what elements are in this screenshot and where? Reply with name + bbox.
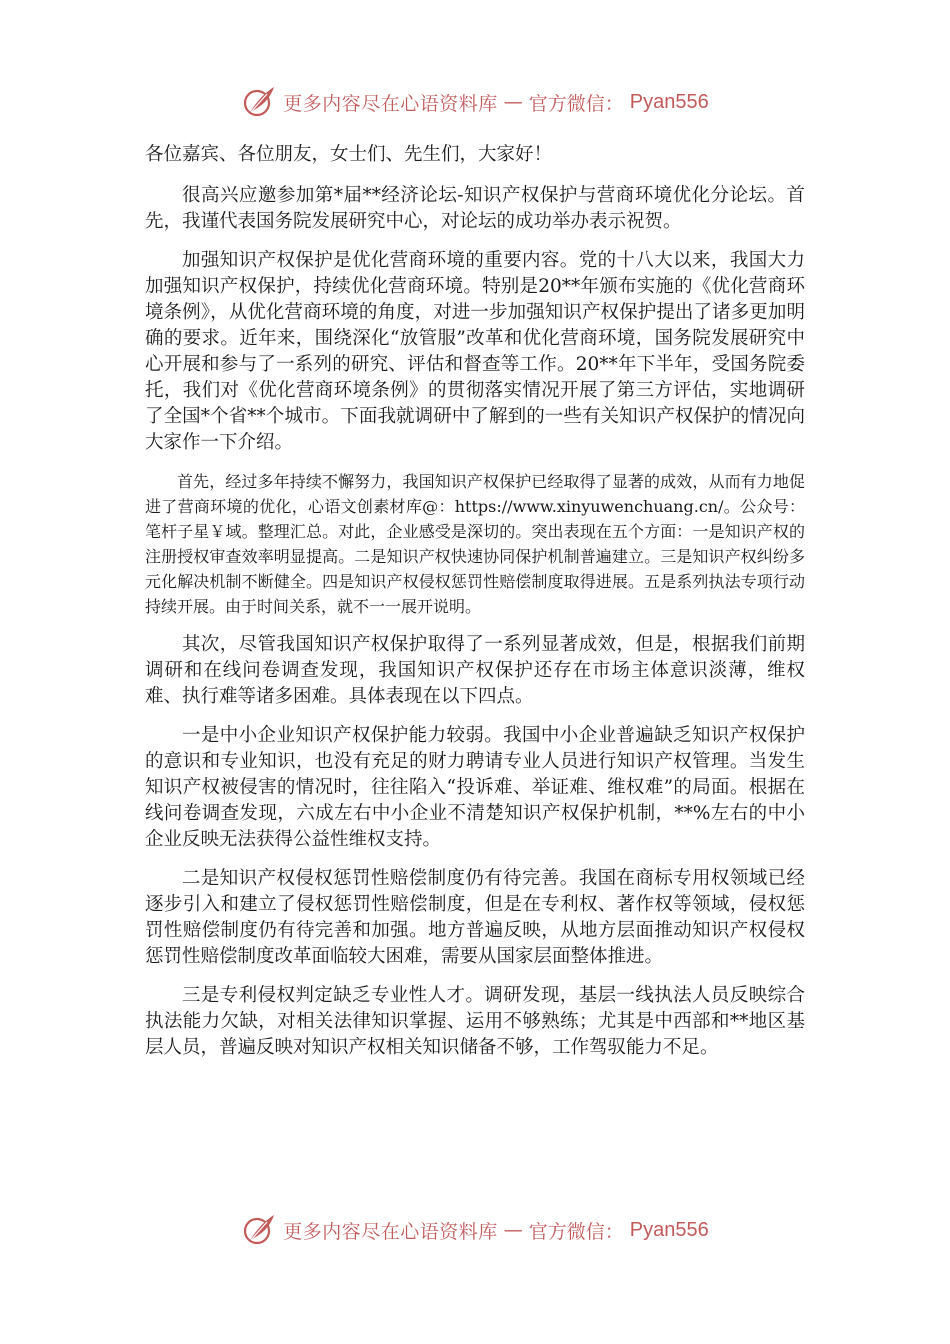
paragraph-point-three: 三是专利侵权判定缺乏专业性人才。调研发现，基层一线执法人员反映综合执法能力欠缺，对相关法律知识掌握、运用不够熟练；尤其是中西部和**地区基层人员，普遍反映对知识产权相关知识储备不够，工作驾驭能力不足。 [145, 985, 805, 1058]
greeting: 各位嘉宾、各位朋友，女士们、先生们，大家好！ [145, 144, 553, 165]
paragraph-achievements: 首先，经过多年持续不懈努力，我国知识产权保护已经取得了显著的成效，从而有力地促进了营商环境的优化，心语文创素材库@：https://www.xinyuwenchuang.cn/。公众号：笔杆子星￥域。整理汇总。对此，企业感受是深切的。突出表现在五个方面：一是知识产权的注册授权审查效率明显提高。二是知识产权快速协同保护机制普遍建立。三是知识产权纠纷多元化解决机制不断健全。四是知识产权侵权惩罚性赔偿制度取得进展。五是系列执法专项行动持续开展。由于时间关系，就不一一展开说明。 [145, 472, 805, 616]
banner-wechat-id: Pyan556 [629, 1218, 709, 1241]
banner-separator: — [503, 91, 523, 113]
paragraph-point-one: 一是中小企业知识产权保护能力较弱。我国中小企业普遍缺乏知识产权保护的意识和专业知识，也没有充足的财力聘请专业人员进行知识产权管理。当发生知识产权被侵害的情况时，往往陷入“投诉难、举证难、维权难”的局面。根据在线问卷调查发现，六成左右中小企业不清楚知识产权保护机制，**%左右的中小企业反映无法获得公益性维权支持。 [145, 725, 805, 850]
paragraph-intro: 很高兴应邀参加第*届**经济论坛-知识产权保护与营商环境优化分论坛。首先，我谨代表国务院发展研究中心，对论坛的成功举办表示祝贺。 [145, 185, 805, 232]
banner-wechat-label: 官方微信： [528, 92, 624, 115]
document-body [145, 142, 805, 1074]
feather-pen-logo-icon [241, 84, 277, 120]
paragraph-problems: 其次，尽管我国知识产权保护取得了一系列显著成效，但是，根据我们前期调研和在线问卷调查发现，我国知识产权保护还存在市场主体意识淡薄，维权难、执行难等诸多困难。具体表现在以下四点。 [145, 634, 805, 707]
banner-separator: — [503, 1219, 523, 1241]
banner-wechat-id: Pyan556 [629, 90, 709, 113]
header-banner [0, 82, 950, 122]
banner-text: 更多内容尽在心语资料库 [283, 1220, 498, 1243]
feather-pen-logo-icon [241, 1212, 277, 1248]
banner-text: 更多内容尽在心语资料库 [283, 92, 498, 115]
banner-wechat-label: 官方微信： [528, 1220, 624, 1243]
footer-banner [0, 1210, 950, 1250]
paragraph-point-two: 二是知识产权侵权惩罚性赔偿制度仍有待完善。我国在商标专用权领域已经逐步引入和建立了侵权惩罚性赔偿制度，但是在专利权、著作权等领域，侵权惩罚性赔偿制度仍有待完善和加强。地方普遍反映，从地方层面推动知识产权侵权惩罚性赔偿制度改革面临较大困难，需要从国家层面整体推进。 [145, 868, 805, 967]
paragraph-background: 加强知识产权保护是优化营商环境的重要内容。党的十八大以来，我国大力加强知识产权保护，持续优化营商环境。特别是20**年颁布实施的《优化营商环境条例》，从优化营商环境的角度，对进一步加强知识产权保护提出了诸多更加明确的要求。近年来，围绕深化“放管服”改革和优化营商环境，国务院发展研究中心开展和参与了一系列的研究、评估和督查等工作。20**年下半年，受国务院委托，我们对《优化营商环境条例》的贯彻落实情况开展了第三方评估，实地调研了全国*个省**个城市。下面我就调研中了解到的一些有关知识产权保护的情况向大家作一下介绍。 [145, 250, 805, 453]
